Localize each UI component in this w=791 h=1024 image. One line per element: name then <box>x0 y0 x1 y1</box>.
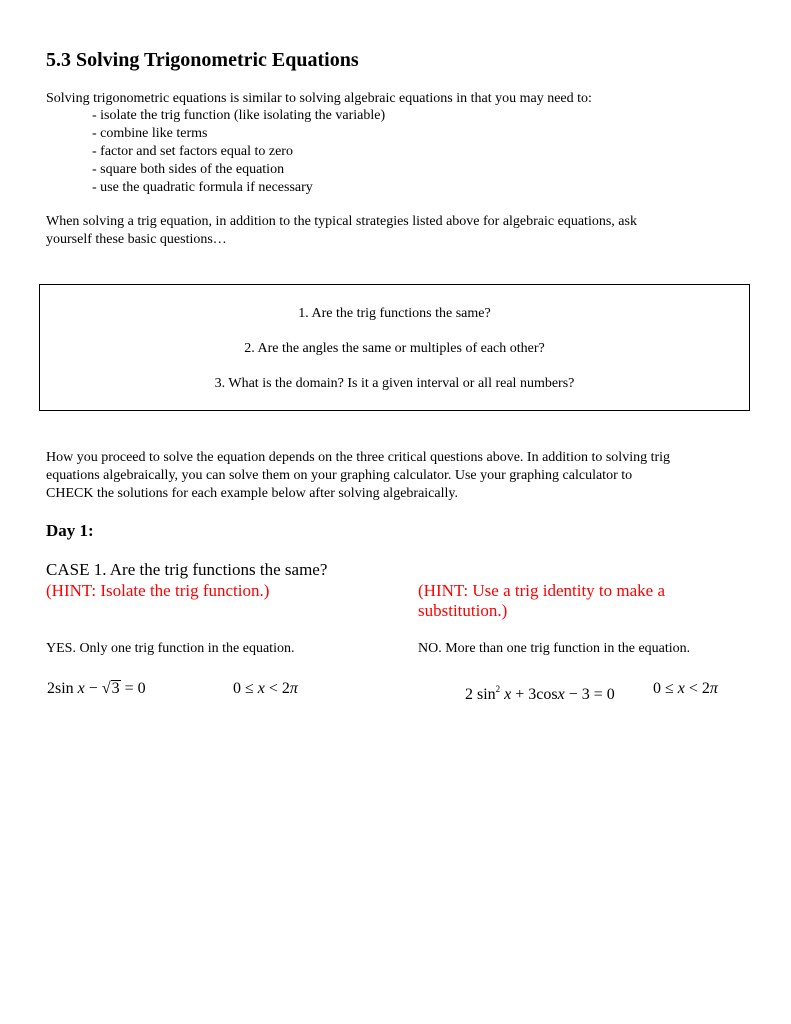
case-heading: CASE 1. Are the trig functions the same? <box>46 560 328 579</box>
domain-right: < 2 <box>684 680 710 697</box>
strategy-item: - square both sides of the equation <box>92 162 285 177</box>
proceed-paragraph <box>46 449 670 503</box>
hint-no: (HINT: Use a trig identity to make a substitution.) <box>418 581 665 620</box>
domain-yes <box>233 679 298 699</box>
eq-part1: 2 sin <box>465 686 496 703</box>
equation-no <box>465 679 615 705</box>
domain-left: 0 ≤ <box>653 680 678 697</box>
questions-intro-paragraph <box>46 213 637 249</box>
domain-left: 0 ≤ <box>233 680 258 697</box>
eq-minus: − <box>84 680 102 697</box>
strategy-item: - combine like terms <box>92 126 208 141</box>
intro-paragraph: Solving trigonometric equations is similar to solving algebraic equations in that you may need to: <box>46 91 592 106</box>
proceed-line: equations algebraically, you can solve them on your graphing calculator. Use your graphing calculator to <box>46 468 633 483</box>
domain-right: < 2 <box>264 680 290 697</box>
question-item: 2. Are the angles the same or multiples of each other? <box>244 341 545 356</box>
eq-part3: − 3 = 0 <box>564 686 615 703</box>
strategy-item: - isolate the trig function (like isolating the variable) <box>92 108 386 123</box>
eq-part2: + 3cos <box>511 686 558 703</box>
strategy-item: - use the quadratic formula if necessary <box>92 180 313 195</box>
strategy-item: - factor and set factors equal to zero <box>92 144 293 159</box>
day-heading: Day 1: <box>46 521 94 540</box>
domain-no <box>653 679 718 699</box>
eq-exponent: 2 <box>495 684 501 694</box>
eq-function: sin <box>55 680 74 697</box>
questions-intro-line: yourself these basic questions… <box>46 232 227 247</box>
pi-symbol: π <box>709 680 718 697</box>
hint-yes: (HINT: Isolate the trig function.) <box>46 581 270 600</box>
questions-intro-line: When solving a trig equation, in addition to the typical strategies listed above for algebraic equations, ask <box>46 214 637 229</box>
yes-label: YES. Only one trig function in the equation. <box>46 641 295 656</box>
eq-rhs: = 0 <box>120 680 146 697</box>
eq-radicand: 3 <box>111 680 120 697</box>
eq-coefficient: 2 <box>47 680 55 697</box>
domain-variable: x <box>677 680 685 697</box>
question-item: 3. What is the domain? Is it a given interval or all real numbers? <box>214 376 575 391</box>
sqrt-icon: √3 <box>101 680 120 697</box>
eq-variable: x <box>500 686 512 703</box>
page-title: 5.3 Solving Trigonometric Equations <box>46 49 359 71</box>
pi-symbol: π <box>289 680 298 697</box>
proceed-line: CHECK the solutions for each example below after solving algebraically. <box>46 486 458 501</box>
strategy-list <box>92 107 385 197</box>
proceed-line: How you proceed to solve the equation depends on the three critical questions above. In addition to solving trig <box>46 450 671 465</box>
domain-variable: x <box>257 680 265 697</box>
eq-variable: x <box>77 680 85 697</box>
eq-variable: x <box>557 686 565 703</box>
critical-questions-box <box>39 284 750 411</box>
question-item: 1. Are the trig functions the same? <box>298 306 491 321</box>
no-label: NO. More than one trig function in the equation. <box>418 641 691 656</box>
equation-yes <box>47 679 146 699</box>
